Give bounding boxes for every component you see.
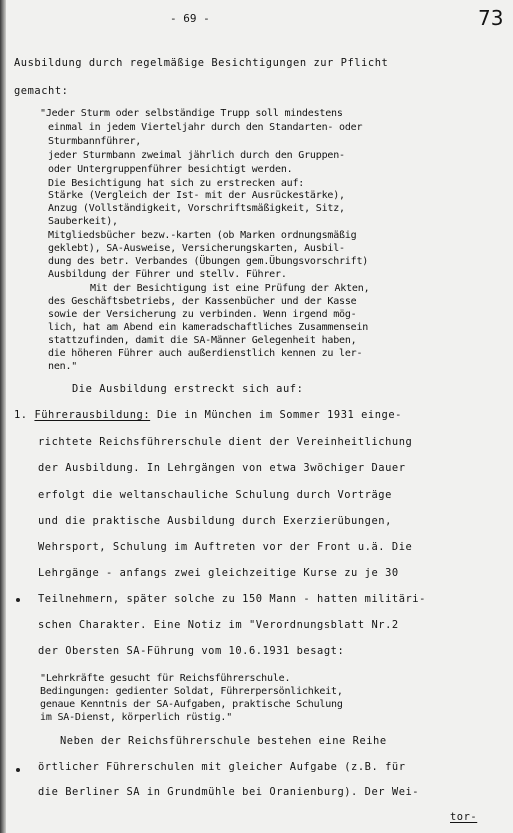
- quote-line: dung des betr. Verbandes (Übungen gem.Übungsvorschrift): [48, 256, 369, 267]
- quote-line: Ausbildung der Führer und stellv. Führer.: [48, 269, 287, 280]
- catchword: tor-: [450, 811, 478, 823]
- closing-line: örtlicher Führerschulen mit gleicher Aufgabe (z.B. für: [38, 761, 406, 773]
- item-line: der Ausbildung. In Lehrgängen von etwa 3wöchiger Dauer: [38, 462, 406, 474]
- quote-line: Anzug (Vollständigkeit, Vorschriftsmäßigkeit, Sitz,: [48, 203, 345, 214]
- quote-line: Stärke (Vergleich der Ist- mit der Ausrückestärke),: [48, 190, 345, 201]
- item-line: Teilnehmern, später solche zu 150 Mann - hatten militäri-: [38, 593, 426, 605]
- quote-line: jeder Sturmbann zweimal jährlich durch den Gruppen-: [48, 150, 345, 161]
- quote-line: Mitgliedsbücher bezw.-karten (ob Marken ordnungsmäßig: [48, 230, 357, 241]
- quote-line: sowie der Versicherung zu verbinden. Wenn irgend mög-: [48, 309, 357, 320]
- item-line: und die praktische Ausbildung durch Exerzierübungen,: [38, 515, 392, 527]
- archive-page-number: 73: [478, 6, 504, 30]
- item-line: Lehrgänge - anfangs zwei gleichzeitige Kurse zu je 30: [38, 567, 399, 579]
- quote-line: geklebt), SA-Ausweise, Versicherungskarten, Ausbil-: [48, 243, 345, 254]
- item-line: der Obersten SA-Führung vom 10.6.1931 besagt:: [38, 645, 345, 657]
- item-number: 1.: [14, 409, 28, 421]
- quote-line: Die Besichtigung hat sich zu erstrecken auf:: [48, 178, 305, 189]
- quote-line: "Lehrkräfte gesucht für Reichsführerschule.: [40, 673, 291, 684]
- item-line: schen Charakter. Eine Notiz im "Verordnungsblatt Nr.2: [38, 619, 399, 631]
- quote-line: des Geschäftsbetriebs, der Kassenbücher und der Kasse: [48, 296, 357, 307]
- item-line: richtete Reichsführerschule dient der Vereinheitlichung: [38, 436, 413, 448]
- item-line-first: [14, 410, 402, 420]
- quote-line: stattzufinden, damit die SA-Männer Gelegenheit haben,: [48, 335, 357, 346]
- quote-line: oder Untergruppenführer besichtigt werden.: [48, 164, 293, 175]
- quote-line: lich, hat am Abend ein kameradschaftliches Zusammensein: [48, 322, 369, 333]
- quote-line: nen.": [48, 361, 78, 372]
- item-heading-rest: Die in München im Sommer 1931 einge-: [150, 409, 402, 421]
- intro-line: Ausbildung durch regelmäßige Besichtigungen zur Pflicht: [14, 57, 389, 69]
- margin-mark: [16, 598, 20, 602]
- item-line: Wehrsport, Schulung im Auftreten vor der Front u.ä. Die: [38, 541, 413, 553]
- quote-line: Sturmbannführer,: [48, 136, 142, 147]
- quote-line: genaue Kenntnis der SA-Aufgaben, praktische Schulung: [40, 699, 343, 710]
- item-heading: Führerausbildung:: [34, 409, 151, 421]
- section-lead: Die Ausbildung erstreckt sich auf:: [72, 383, 304, 395]
- closing-line: Neben der Reichsführerschule bestehen eine Reihe: [60, 735, 387, 747]
- quote-line: die höheren Führer auch außerdienstlich kennen zu ler-: [48, 348, 363, 359]
- quote-line: Mit der Besichtigung ist eine Prüfung der Akten,: [90, 283, 370, 294]
- quote-line: "Jeder Sturm oder selbständige Trupp soll mindestens: [40, 108, 343, 119]
- margin-mark: [16, 768, 20, 772]
- item-line: erfolgt die weltanschauliche Schulung durch Vorträge: [38, 489, 392, 501]
- page-number: - 69 -: [170, 12, 210, 25]
- quote-line: einmal in jedem Vierteljahr durch den Standarten- oder: [48, 122, 363, 133]
- quote-line: im SA-Dienst, körperlich rüstig.": [40, 712, 233, 723]
- intro-line: gemacht:: [14, 85, 69, 97]
- quote-line: Bedingungen: gedienter Soldat, Führerpersönlichkeit,: [40, 686, 343, 697]
- quote-line: Sauberkeit),: [48, 216, 118, 227]
- closing-line: die Berliner SA in Grundmühle bei Oranienburg). Der Wei-: [38, 786, 420, 798]
